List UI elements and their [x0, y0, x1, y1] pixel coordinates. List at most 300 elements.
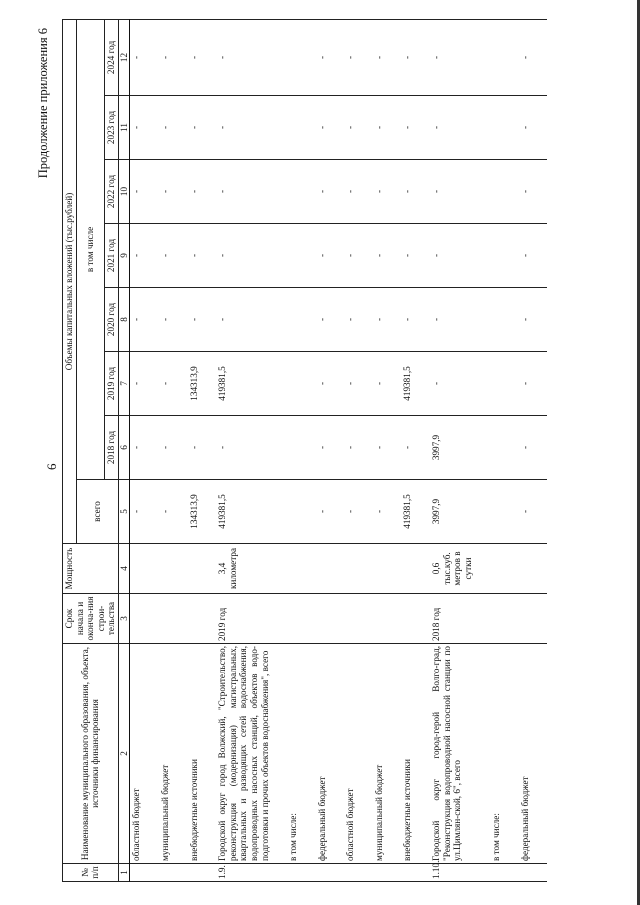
spacer-cell — [414, 594, 430, 644]
row-spacer — [531, 19, 547, 881]
spacer-cell — [414, 480, 430, 544]
row-year-value — [490, 224, 503, 288]
row-year-value — [490, 288, 503, 352]
spacer-cell — [474, 160, 490, 224]
spacer-cell — [143, 288, 159, 352]
spacer-cell — [474, 224, 490, 288]
row-term — [188, 594, 201, 644]
spacer-cell — [300, 594, 316, 644]
spacer-cell — [172, 594, 188, 644]
row-total — [287, 480, 300, 544]
row-capacity — [519, 544, 532, 594]
row-term — [401, 594, 414, 644]
row-year-value: - — [216, 19, 271, 95]
spacer-cell — [531, 352, 547, 416]
row-year-value: - — [159, 352, 172, 416]
row-year-value — [490, 19, 503, 95]
row-number: 1.9. — [216, 864, 271, 882]
row-term — [373, 594, 386, 644]
table-row — [188, 19, 201, 881]
spacer-cell — [503, 96, 519, 160]
spacer-cell — [172, 480, 188, 544]
spacer-cell — [300, 480, 316, 544]
row-year-value: - — [344, 19, 357, 95]
row-year-value: - — [344, 416, 357, 480]
row-year-value: - — [373, 288, 386, 352]
row-year-value: - — [344, 288, 357, 352]
row-year-value: - — [401, 19, 414, 95]
row-year-value: - — [373, 224, 386, 288]
spacer-cell — [474, 544, 490, 594]
row-capacity — [401, 544, 414, 594]
row-year-value: - — [401, 160, 414, 224]
row-year-value — [287, 352, 300, 416]
spacer-cell — [300, 224, 316, 288]
spacer-cell — [300, 96, 316, 160]
row-year-value: 419381,5 — [401, 352, 414, 416]
spacer-cell — [172, 19, 188, 95]
row-year-value — [490, 96, 503, 160]
column-number: 5 — [118, 480, 130, 544]
spacer-cell — [172, 352, 188, 416]
spacer-cell — [300, 288, 316, 352]
row-total — [490, 480, 503, 544]
column-number: 3 — [118, 594, 130, 644]
row-year-value: - — [373, 416, 386, 480]
spacer-cell — [172, 864, 188, 882]
spacer-cell — [385, 416, 401, 480]
table-row — [159, 19, 172, 881]
spacer-cell — [474, 288, 490, 352]
row-year-value: - — [519, 288, 532, 352]
spacer-cell — [414, 544, 430, 594]
row-year-value: - — [344, 96, 357, 160]
row-term — [130, 594, 143, 644]
row-year-value: - — [216, 288, 271, 352]
table-row — [490, 19, 503, 881]
row-spacer — [328, 19, 344, 881]
row-total: - — [316, 480, 329, 544]
spacer-cell — [143, 224, 159, 288]
row-number — [188, 864, 201, 882]
row-year-value: - — [344, 224, 357, 288]
spacer-cell — [414, 160, 430, 224]
row-total: - — [344, 480, 357, 544]
spacer-cell — [531, 288, 547, 352]
table-row — [344, 19, 357, 881]
spacer-cell — [271, 864, 287, 882]
row-year-value — [287, 19, 300, 95]
row-year-value: - — [130, 416, 143, 480]
spacer-cell — [414, 352, 430, 416]
spacer-cell — [385, 19, 401, 95]
row-year-value: - — [373, 160, 386, 224]
spacer-cell — [328, 224, 344, 288]
spacer-cell — [357, 352, 373, 416]
row-year-value: - — [130, 96, 143, 160]
spacer-cell — [200, 224, 216, 288]
row-capacity — [287, 544, 300, 594]
spacer-cell — [503, 160, 519, 224]
row-year-value — [287, 96, 300, 160]
row-capacity — [490, 544, 503, 594]
spacer-cell — [328, 594, 344, 644]
continuation-note: Продолжение приложения 6 — [36, 28, 50, 179]
spacer-cell — [357, 864, 373, 882]
spacer-cell — [300, 416, 316, 480]
spacer-cell — [143, 480, 159, 544]
row-year-value: - — [401, 416, 414, 480]
row-year-value: - — [316, 96, 329, 160]
row-year-value: - — [159, 160, 172, 224]
header-total: всего — [76, 480, 118, 544]
spacer-cell — [271, 96, 287, 160]
spacer-cell — [328, 96, 344, 160]
row-name: внебюджетные источники — [401, 644, 414, 864]
row-year-value: - — [430, 19, 474, 95]
spacer-cell — [357, 480, 373, 544]
spacer-cell — [328, 19, 344, 95]
row-year-value: - — [519, 96, 532, 160]
table-row — [130, 19, 143, 881]
spacer-cell — [328, 416, 344, 480]
header-year-2020: 2020 год — [105, 288, 119, 352]
spacer-cell — [200, 96, 216, 160]
row-total: - — [519, 480, 532, 544]
row-year-value: - — [216, 96, 271, 160]
row-name: в том числе: — [490, 644, 503, 864]
row-year-value: - — [519, 352, 532, 416]
spacer-cell — [385, 544, 401, 594]
spacer-cell — [271, 644, 287, 864]
spacer-cell — [357, 594, 373, 644]
column-number: 10 — [118, 160, 130, 224]
spacer-cell — [328, 544, 344, 594]
column-numbers-row — [118, 19, 130, 881]
spacer-cell — [172, 416, 188, 480]
spacer-cell — [503, 352, 519, 416]
row-capacity — [373, 544, 386, 594]
row-year-value: - — [316, 224, 329, 288]
spacer-cell — [200, 416, 216, 480]
rotated-content — [32, 20, 608, 890]
row-name: федеральный бюджет — [519, 644, 532, 864]
row-total: - — [159, 480, 172, 544]
spacer-cell — [200, 352, 216, 416]
row-year-value: - — [344, 160, 357, 224]
row-year-value: - — [188, 19, 201, 95]
spacer-cell — [531, 416, 547, 480]
row-term: 2019 год — [216, 594, 271, 644]
row-total: 419381,5 — [216, 480, 271, 544]
row-year-value — [490, 416, 503, 480]
spacer-cell — [474, 352, 490, 416]
spacer-cell — [300, 160, 316, 224]
row-capacity — [159, 544, 172, 594]
spacer-cell — [385, 352, 401, 416]
capital-investments-table — [62, 19, 547, 882]
row-total: 419381,5 — [401, 480, 414, 544]
spacer-cell — [531, 224, 547, 288]
row-year-value: - — [519, 19, 532, 95]
spacer-cell — [385, 480, 401, 544]
spacer-cell — [474, 19, 490, 95]
page-number: 6 — [44, 463, 59, 470]
header-year-2018: 2018 год — [105, 416, 119, 480]
row-year-value: - — [373, 96, 386, 160]
spacer-cell — [200, 644, 216, 864]
row-year-value: - — [316, 160, 329, 224]
spacer-cell — [531, 96, 547, 160]
spacer-cell — [200, 544, 216, 594]
row-term: 2018 год — [430, 594, 474, 644]
spacer-cell — [531, 544, 547, 594]
row-spacer — [300, 19, 316, 881]
row-number — [287, 864, 300, 882]
row-spacer — [474, 19, 490, 881]
column-number: 2 — [118, 644, 130, 864]
column-number: 12 — [118, 19, 130, 95]
row-number — [519, 864, 532, 882]
spacer-cell — [531, 160, 547, 224]
row-year-value: - — [216, 160, 271, 224]
spacer-cell — [385, 288, 401, 352]
spacer-cell — [414, 416, 430, 480]
spacer-cell — [200, 864, 216, 882]
spacer-cell — [357, 544, 373, 594]
row-year-value — [287, 160, 300, 224]
row-capacity — [316, 544, 329, 594]
table-row — [401, 19, 414, 881]
row-year-value: 419381,5 — [216, 352, 271, 416]
table-row — [316, 19, 329, 881]
row-year-value: - — [401, 288, 414, 352]
spacer-cell — [503, 480, 519, 544]
spacer-cell — [271, 19, 287, 95]
spacer-cell — [531, 594, 547, 644]
header-capacity: Мощность — [63, 544, 119, 594]
row-year-value: - — [373, 19, 386, 95]
spacer-cell — [474, 480, 490, 544]
spacer-cell — [414, 96, 430, 160]
row-year-value: - — [430, 96, 474, 160]
row-year-value: - — [316, 19, 329, 95]
row-name: внебюджетные источники — [188, 644, 201, 864]
spacer-cell — [328, 160, 344, 224]
spacer-cell — [271, 480, 287, 544]
spacer-cell — [385, 224, 401, 288]
header-no: № п/п — [63, 864, 119, 882]
header-year-2022: 2022 год — [105, 160, 119, 224]
row-year-value: - — [130, 352, 143, 416]
row-name: муниципальный бюджет — [159, 644, 172, 864]
spacer-cell — [531, 19, 547, 95]
row-total: 3997,9 — [430, 480, 474, 544]
row-number: 1.10. — [430, 864, 474, 882]
spacer-cell — [271, 288, 287, 352]
header-year-2024: 2024 год — [105, 19, 119, 95]
spacer-cell — [357, 644, 373, 864]
row-year-value: - — [188, 96, 201, 160]
spacer-cell — [328, 864, 344, 882]
row-name: муниципальный бюджет — [373, 644, 386, 864]
row-year-value — [287, 288, 300, 352]
table-row — [519, 19, 532, 881]
row-term — [159, 594, 172, 644]
row-year-value: - — [159, 96, 172, 160]
row-year-value: - — [519, 160, 532, 224]
spacer-cell — [328, 352, 344, 416]
header-year-2021: 2021 год — [105, 224, 119, 288]
row-year-value: - — [373, 352, 386, 416]
row-year-value: - — [344, 352, 357, 416]
spacer-cell — [474, 644, 490, 864]
spacer-cell — [385, 864, 401, 882]
spacer-cell — [531, 864, 547, 882]
spacer-cell — [200, 480, 216, 544]
row-year-value: - — [519, 224, 532, 288]
row-year-value: - — [188, 288, 201, 352]
row-term — [344, 594, 357, 644]
spacer-cell — [503, 644, 519, 864]
spacer-cell — [271, 544, 287, 594]
spacer-cell — [143, 96, 159, 160]
row-year-value: - — [130, 288, 143, 352]
row-year-value: - — [316, 352, 329, 416]
column-number: 11 — [118, 96, 130, 160]
spacer-cell — [300, 352, 316, 416]
table-row — [373, 19, 386, 881]
spacer-cell — [300, 544, 316, 594]
header-year-2023: 2023 год — [105, 96, 119, 160]
spacer-cell — [474, 864, 490, 882]
row-name: областной бюджет — [344, 644, 357, 864]
spacer-cell — [172, 544, 188, 594]
spacer-cell — [503, 594, 519, 644]
spacer-cell — [414, 224, 430, 288]
row-year-value: - — [159, 416, 172, 480]
row-spacer — [503, 19, 519, 881]
row-year-value: - — [430, 352, 474, 416]
spacer-cell — [414, 644, 430, 864]
row-total: - — [373, 480, 386, 544]
row-spacer — [143, 19, 159, 881]
spacer-cell — [143, 352, 159, 416]
row-year-value: - — [159, 19, 172, 95]
row-number — [159, 864, 172, 882]
row-year-value — [490, 160, 503, 224]
spacer-cell — [328, 644, 344, 864]
spacer-cell — [531, 644, 547, 864]
row-year-value: - — [316, 288, 329, 352]
table-row — [287, 19, 300, 881]
row-year-value — [490, 352, 503, 416]
row-year-value: - — [130, 224, 143, 288]
row-spacer — [200, 19, 216, 881]
row-term — [490, 594, 503, 644]
spacer-cell — [143, 864, 159, 882]
spacer-cell — [200, 288, 216, 352]
spacer-cell — [172, 224, 188, 288]
column-number: 6 — [118, 416, 130, 480]
spacer-cell — [143, 160, 159, 224]
spacer-cell — [503, 544, 519, 594]
row-capacity — [130, 544, 143, 594]
spacer-cell — [414, 864, 430, 882]
spacer-cell — [503, 288, 519, 352]
row-year-value: - — [216, 416, 271, 480]
spacer-cell — [357, 224, 373, 288]
spacer-cell — [143, 544, 159, 594]
row-year-value: - — [430, 224, 474, 288]
row-name: Городской округ город Волжский, "Строительство, реконструкция (модернизация) магистральных, квартальных и разводящих сетей водоснабжения, водопроводных насосных станций, объектов водо-подготовки и прочих объектов водоснабжения", всего — [216, 644, 271, 864]
column-number: 9 — [118, 224, 130, 288]
spacer-cell — [172, 96, 188, 160]
spacer-cell — [503, 19, 519, 95]
row-total: - — [130, 480, 143, 544]
row-year-value: - — [430, 160, 474, 224]
spacer-cell — [357, 416, 373, 480]
header-volumes: Объемы капитальных вложений (тыс.рублей) — [63, 19, 77, 543]
row-capacity: 0,6 тыс.куб. метров в сутки — [430, 544, 474, 594]
row-year-value — [287, 416, 300, 480]
spacer-cell — [200, 19, 216, 95]
spacer-cell — [414, 288, 430, 352]
row-spacer — [385, 19, 401, 881]
spacer-cell — [271, 352, 287, 416]
spacer-cell — [474, 96, 490, 160]
spacer-cell — [300, 19, 316, 95]
row-spacer — [172, 19, 188, 881]
spacer-cell — [143, 19, 159, 95]
row-number — [130, 864, 143, 882]
row-year-value: - — [188, 416, 201, 480]
column-number: 8 — [118, 288, 130, 352]
row-year-value: 3997,9 — [430, 416, 474, 480]
row-number — [401, 864, 414, 882]
spacer-cell — [357, 288, 373, 352]
row-term — [287, 594, 300, 644]
spacer-cell — [172, 160, 188, 224]
row-number — [344, 864, 357, 882]
row-year-value: - — [316, 416, 329, 480]
spacer-cell — [385, 96, 401, 160]
row-name: областной бюджет — [130, 644, 143, 864]
spacer-cell — [271, 594, 287, 644]
row-number — [316, 864, 329, 882]
header-year-2019: 2019 год — [105, 352, 119, 416]
header-term: Срок начала и оконча-ния строи-тельства — [63, 594, 119, 644]
row-number — [373, 864, 386, 882]
row-name: федеральный бюджет — [316, 644, 329, 864]
row-year-value: - — [519, 416, 532, 480]
spacer-cell — [271, 224, 287, 288]
row-year-value: - — [159, 288, 172, 352]
spacer-cell — [474, 416, 490, 480]
row-spacer — [414, 19, 430, 881]
row-name: Городской округ город-герой Волго-град, "Реконструкция водопроводной насосной станции по ул.Цимлян-ской, 6", всего — [430, 644, 474, 864]
spacer-cell — [200, 160, 216, 224]
spacer-cell — [271, 160, 287, 224]
row-capacity: 3,4 километра — [216, 544, 271, 594]
spacer-cell — [503, 864, 519, 882]
row-spacer — [357, 19, 373, 881]
row-year-value: - — [188, 160, 201, 224]
row-year-value: - — [216, 224, 271, 288]
row-year-value: - — [188, 224, 201, 288]
row-number — [490, 864, 503, 882]
spacer-cell — [143, 594, 159, 644]
